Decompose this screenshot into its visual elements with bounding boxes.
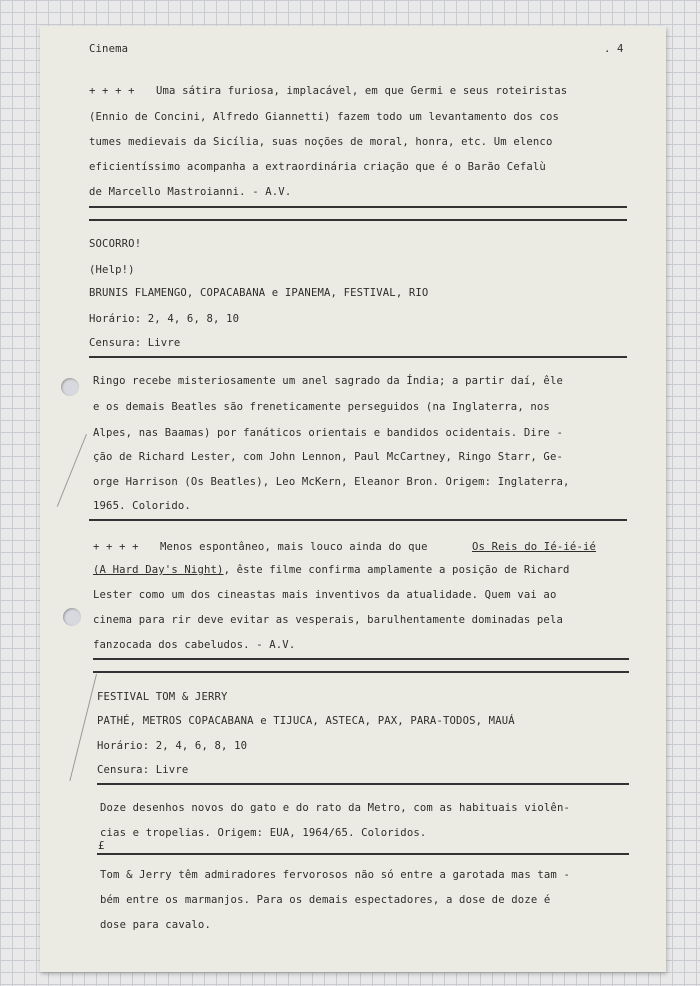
review-stars: + + + + xyxy=(93,541,139,553)
review-line: Menos espontâneo, mais louco ainda do que xyxy=(160,541,428,553)
divider xyxy=(97,783,629,785)
synopsis-line: e os demais Beatles são freneticamente perseguidos (na Inglaterra, nos xyxy=(93,401,550,413)
punch-hole xyxy=(63,608,81,626)
synopsis-line: orge Harrison (Os Beatles), Leo McKern, Eleanor Bron. Origem: Inglaterra, xyxy=(93,476,570,488)
film-title: SOCORRO! xyxy=(89,238,142,250)
review-line: Lester como um dos cineastas mais inventivos da atualidade. Quem vai ao xyxy=(93,589,557,601)
review-line: fanzocada dos cabeludos. - A.V. xyxy=(93,639,296,651)
review-line-text: , êste filme confirma amplamente a posição de Richard xyxy=(223,564,570,576)
film-rating: Censura: Livre xyxy=(89,337,181,349)
review-line: bém entre os marmanjos. Para os demais espectadores, a dose de doze é xyxy=(100,894,551,906)
synopsis-line: Ringo recebe misteriosamente um anel sagrado da Índia; a partir daí, êle xyxy=(93,375,564,387)
review-line: de Marcello Mastroianni. - A.V. xyxy=(89,186,292,198)
synopsis-line: 1965. Colorido. xyxy=(93,500,191,512)
film-cinemas: PATHÉ, METROS COPACABANA e TIJUCA, ASTECA, PAX, PARA-TODOS, MAUÁ xyxy=(97,715,515,727)
divider xyxy=(97,853,629,855)
pencil-mark xyxy=(57,434,87,507)
film-schedule: Horário: 2, 4, 6, 8, 10 xyxy=(89,313,240,325)
divider xyxy=(89,206,627,208)
film-title: FESTIVAL TOM & JERRY xyxy=(97,691,228,703)
film-rating: Censura: Livre xyxy=(97,764,189,776)
review-line: dose para cavalo. xyxy=(100,919,211,931)
divider xyxy=(93,671,629,673)
film-cinemas: BRUNIS FLAMENGO, COPACABANA e IPANEMA, FESTIVAL, RIO xyxy=(89,287,429,299)
review-line: cinema para rir deve evitar as vesperais, barulhentamente dominadas pela xyxy=(93,614,564,626)
synopsis-line: ção de Richard Lester, com John Lennon, Paul McCartney, Ringo Starr, Ge- xyxy=(93,451,564,463)
review-film-reference: (A Hard Day's Night) xyxy=(93,564,224,576)
review-film-reference: Os Reis do Ié-ié-ié xyxy=(472,541,597,553)
divider xyxy=(93,658,629,660)
review-line: eficientíssimo acompanha a extraordinária criação que é o Barão Cefalù xyxy=(89,161,546,173)
film-original-title: (Help!) xyxy=(89,264,135,276)
pencil-mark xyxy=(69,674,97,781)
review-line: tumes medievais da Sicília, suas noções de moral, honra, etc. Um elenco xyxy=(89,136,553,148)
page-number: . 4 xyxy=(604,43,624,55)
margin-mark: £ xyxy=(98,840,105,852)
divider xyxy=(89,219,627,221)
review-stars: + + + + xyxy=(89,85,135,97)
review-line: Uma sátira furiosa, implacável, em que Germi e seus roteiristas xyxy=(156,85,568,97)
synopsis-line: cias e tropelias. Origem: EUA, 1964/65. Coloridos. xyxy=(100,827,427,839)
punch-hole xyxy=(61,378,79,396)
review-line: (Ennio de Concini, Alfredo Giannetti) fazem todo um levantamento dos cos xyxy=(89,111,560,123)
section-header: Cinema xyxy=(89,43,129,55)
film-schedule: Horário: 2, 4, 6, 8, 10 xyxy=(97,740,248,752)
review-line: Tom & Jerry têm admiradores fervorosos não só entre a garotada mas tam - xyxy=(100,869,571,881)
divider xyxy=(89,519,627,521)
synopsis-line: Alpes, nas Baamas) por fanáticos orientais e bandidos ocidentais. Dire - xyxy=(93,427,564,439)
synopsis-line: Doze desenhos novos do gato e do rato da Metro, com as habituais violên- xyxy=(100,802,571,814)
divider xyxy=(89,356,627,358)
review-line xyxy=(93,564,570,576)
